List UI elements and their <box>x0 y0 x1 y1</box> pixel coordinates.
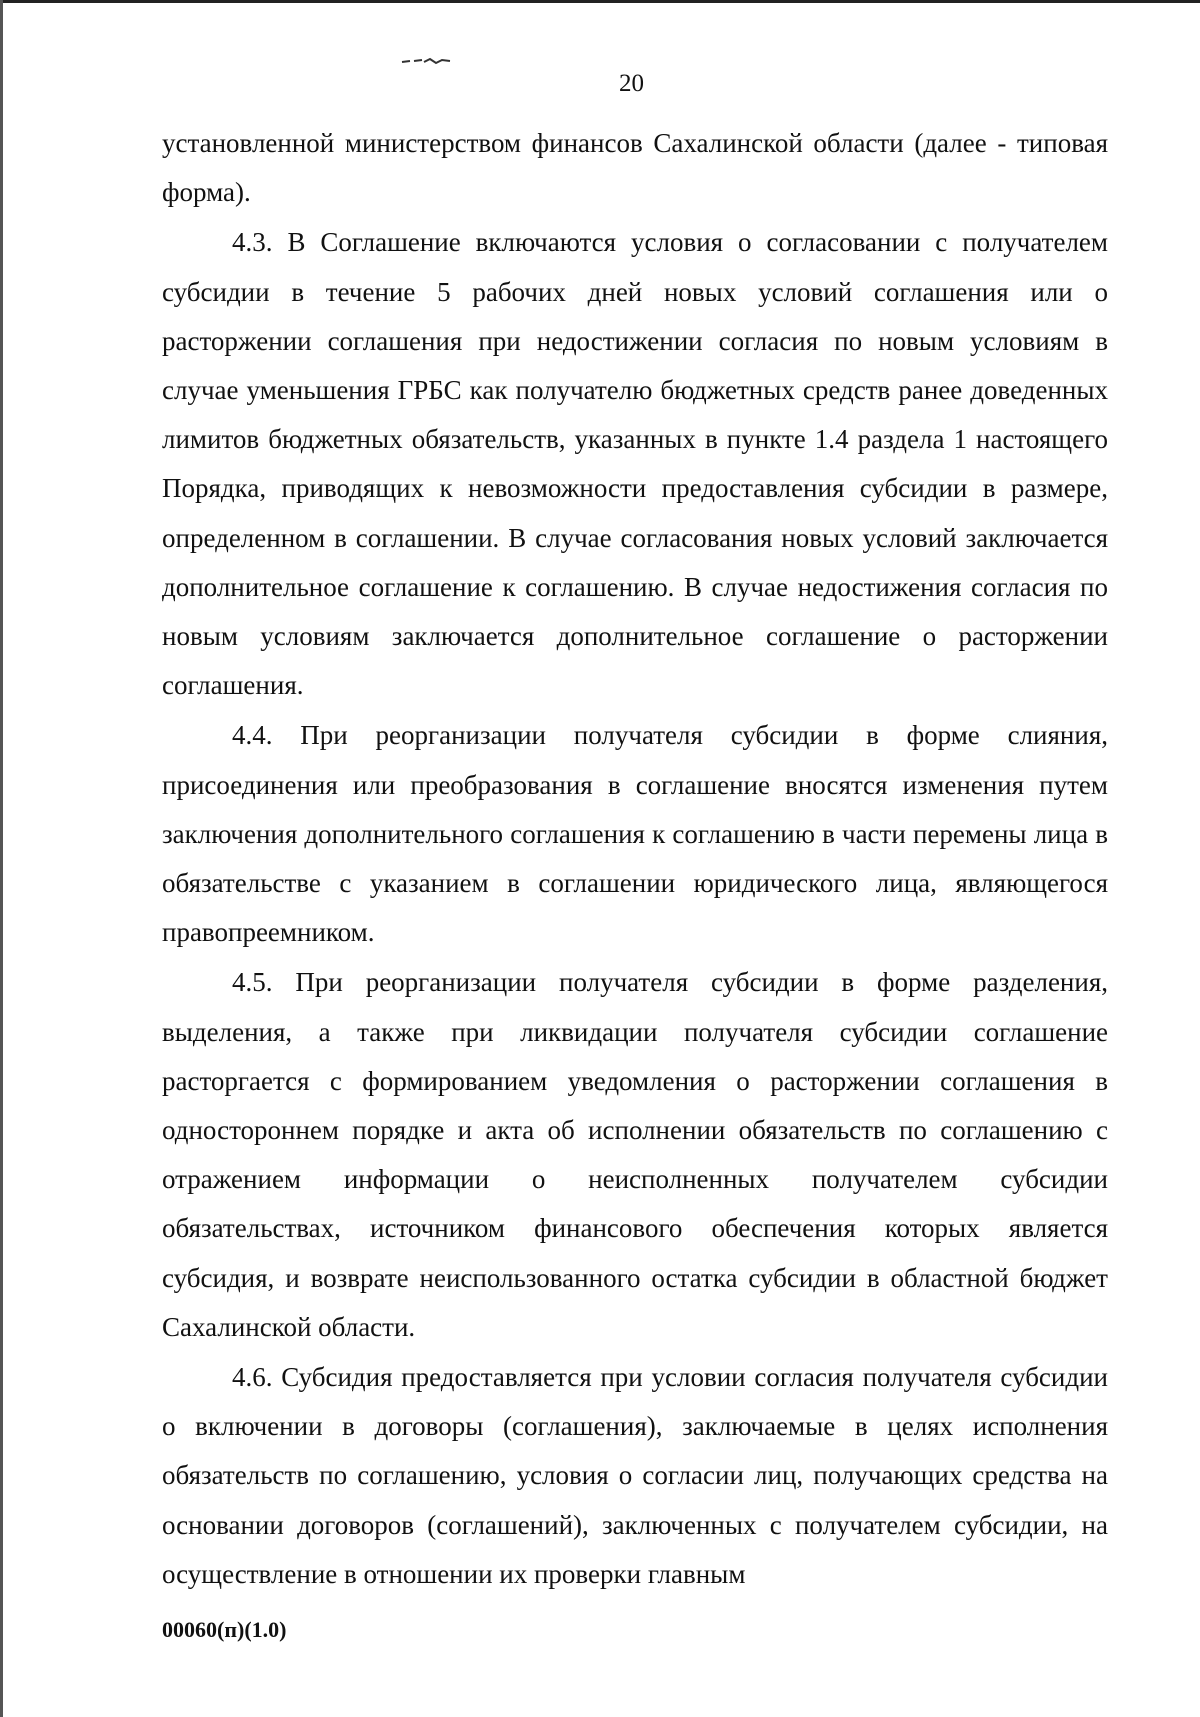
paragraph-4-5: 4.5. При реорганизации получателя субсидии в форме разделения, выделения, а также при ликвидации получателя субсидии соглашение расторгается с формированием уведомления о расторжении соглашения в одностороннем порядке и акта об исполнении обязательств по соглашению с отражением информации о неисполненных получателем субсидии обязательствах, источником финансового обеспечения которых является субсидия, и возврате неиспользованного остатка субсидии в областной бюджет Сахалинской области. <box>162 967 1108 1342</box>
document-code: 00060(п)(1.0) <box>162 1617 287 1642</box>
paragraph-4-3: 4.3. В Соглашение включаются условия о согласовании с получателем субсидии в течение 5 рабочих дней новых условий соглашения или о расторжении соглашения при недостижении согласия по новым условиям в случае уменьшения ГРБС как получателю бюджетных средств ранее доведенных лимитов бюджетных обязательств, указанных в пункте 1.4 раздела 1 настоящего Порядка, приводящих к невозможности предоставления субсидии в размере, определенном в соглашении. В случае согласования новых условий заключается дополнительное соглашение к соглашению. В случае недостижения согласия по новым условиям заключается дополнительное соглашение о расторжении соглашения. <box>162 227 1108 701</box>
paragraph-4-4: 4.4. При реорганизации получателя субсидии в форме слияния, присоединения или преобразования в соглашение вносятся изменения путем заключения дополнительного соглашения к соглашению в части перемены лица в обязательстве с указанием в соглашении юридического лица, являющегося правопреемником. <box>162 720 1108 948</box>
paragraph-continuation: установленной министерством финансов Сахалинской области (далее - типовая форма). <box>162 128 1108 208</box>
page-number: 20 <box>619 70 644 97</box>
paragraph-4-6: 4.6. Субсидия предоставляется при условии согласия получателя субсидии о включении в договоры (соглашения), заключаемые в целях исполнения обязательств по соглашению, условия о согласии лиц, получающих средства на основании договоров (соглашений), заключенных с получателем субсидии, на осуществление в отношении их проверки главным <box>162 1362 1108 1589</box>
document-body <box>162 119 1108 1599</box>
scan-speck <box>400 57 454 65</box>
scan-top-edge <box>0 0 1200 3</box>
scan-left-edge <box>0 0 3 1717</box>
